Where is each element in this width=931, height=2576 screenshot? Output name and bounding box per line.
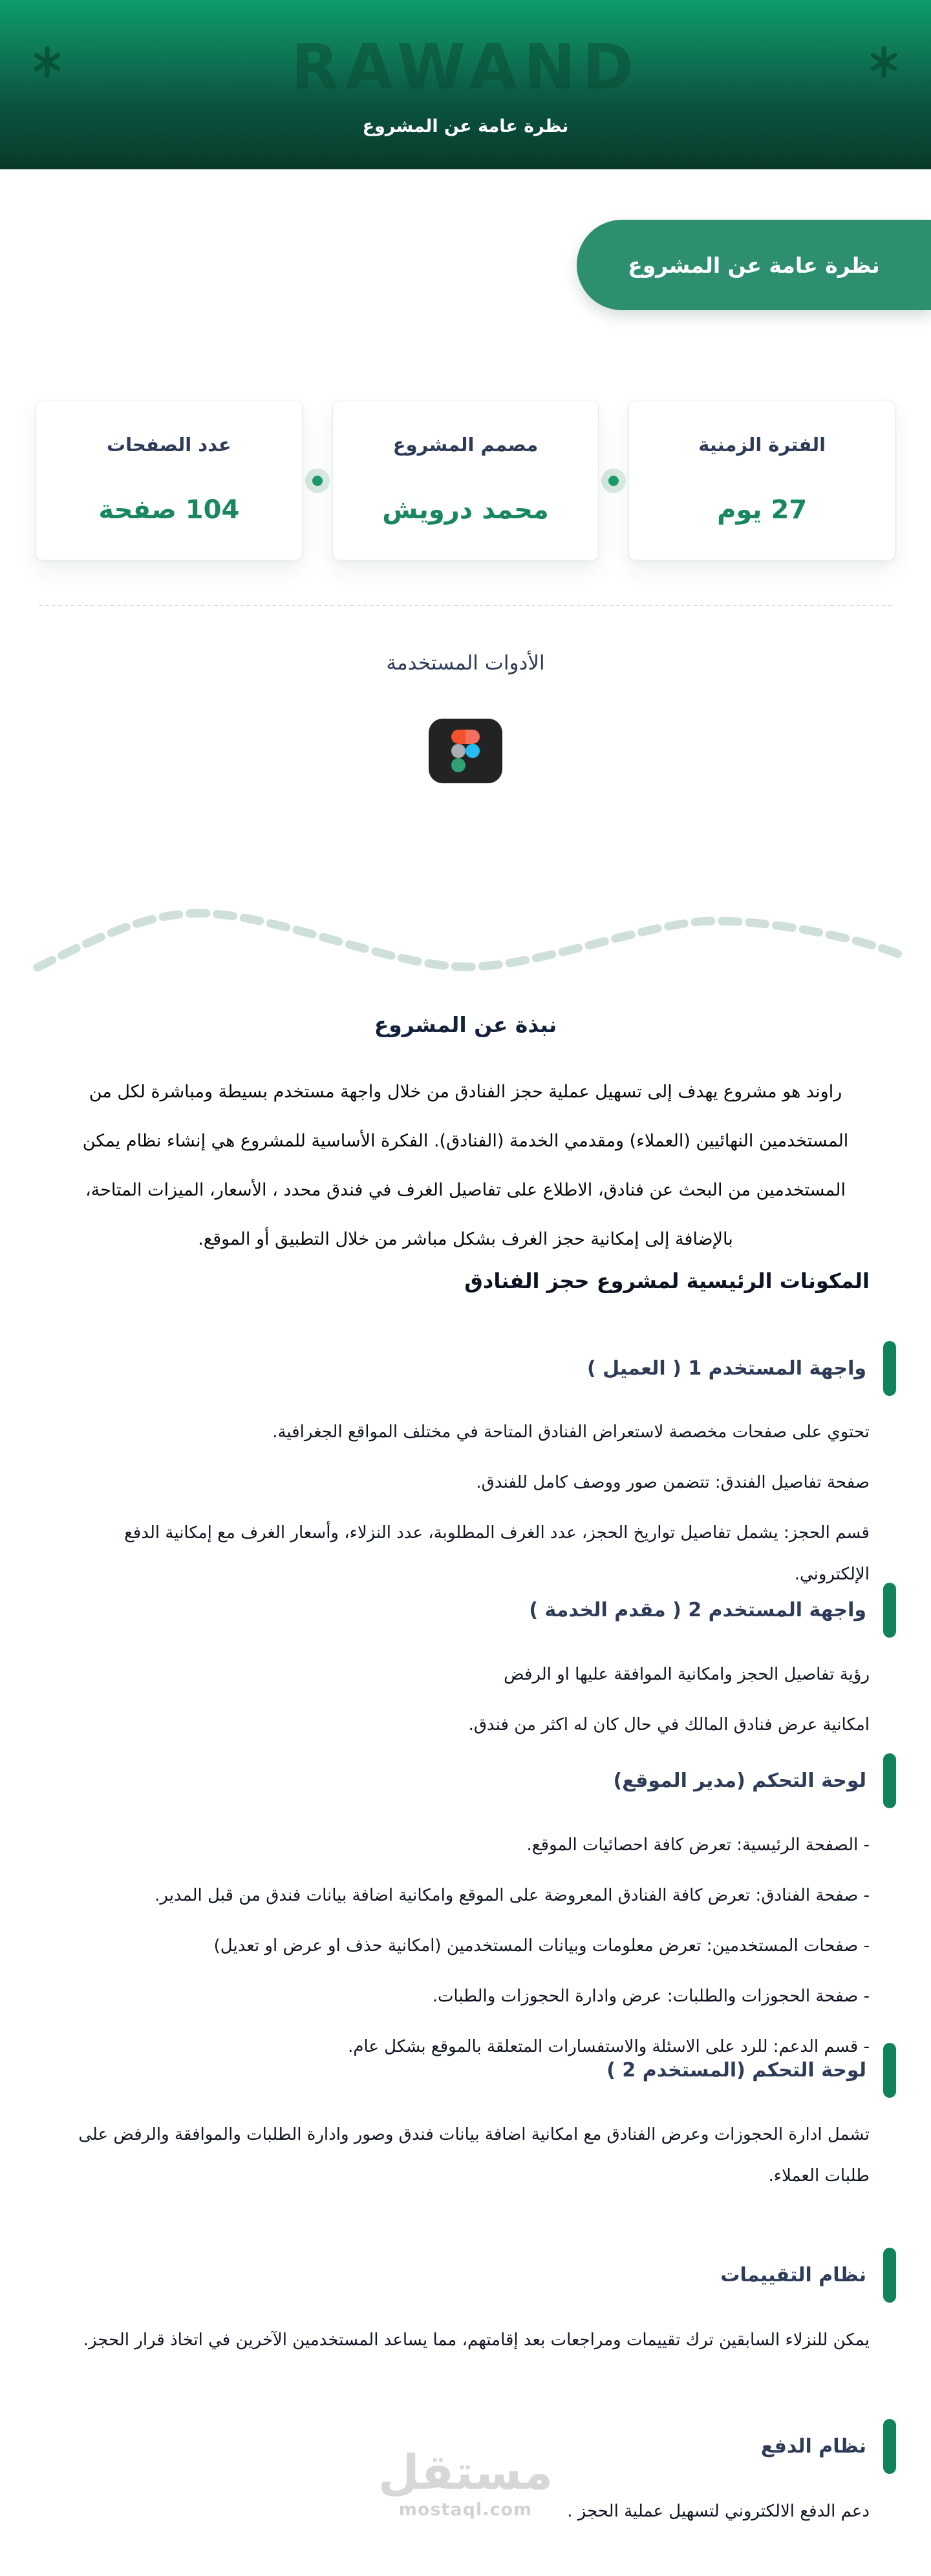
info-card-label: عدد الصفحات bbox=[106, 434, 231, 456]
brand-watermark: RAWAND bbox=[291, 31, 640, 103]
section-title: لوحة التحكم (مدير الموقع) bbox=[613, 1769, 866, 1792]
section-pill bbox=[577, 220, 931, 310]
wave-divider bbox=[0, 895, 931, 989]
header-title: نظرة عامة عن المشروع bbox=[362, 116, 569, 136]
about-text: راوند هو مشروع يهدف إلى تسهيل عملية حجز الفنادق من خلال واجهة مستخدم بسيطة ومباشرة لكل من المستخدمين النهائيين (العملاء) ومقدمي الخدمة (الفنادق). الفكرة الأساسية للمشروع هي إنشاء نظام يمكن المستخدمين من البحث عن فنادق، الاطلاع على تفاصيل الغرف في فندق محدد ، الأسعار، الميزات المتاحة، بالإضافة إلى إمكانية حجز الغرف بشكل مباشر من خلال التطبيق أو الموقع. bbox=[82, 1082, 849, 1250]
section-accent-bar bbox=[883, 1583, 896, 1638]
section-body-line: - الصفحة الرئيسية: تعرض كافة احصائيات الموقع. bbox=[526, 1835, 870, 1855]
section-accent-bar bbox=[883, 2043, 896, 2098]
section-body-line: صفحة تفاصيل الفندق: تتضمن صور ووصف كامل للفندق. bbox=[476, 1472, 870, 1492]
timeline-dot bbox=[599, 401, 628, 560]
about-title: نبذة عن المشروع bbox=[374, 1012, 557, 1037]
mostaql-site-text: mostaql.com bbox=[398, 2499, 533, 2520]
section-header bbox=[61, 1583, 896, 1638]
section-body bbox=[61, 1654, 870, 1755]
section-body-line: - صفحة الحجوزات والطلبات: عرض وادارة الحجوزات والطبات. bbox=[432, 1986, 870, 2006]
info-card-value: 104 صفحة bbox=[98, 495, 240, 525]
section-body-line: يمكن للنزلاء السابقين ترك تقييمات ومراجعات بعد إقامتهم، مما يساعد المستخدمين الآخرين في اتخاذ قرار الحجز. bbox=[83, 2330, 870, 2350]
section-body-line: قسم الحجز: يشمل تفاصيل تواريخ الحجز، عدد الغرف المطلوبة، عدد النزلاء، وأسعار الغرف مع إمكانية الدفع الإلكتروني. bbox=[124, 1523, 870, 1584]
info-card-label: الفترة الزمنية bbox=[698, 434, 826, 456]
section-title: لوحة التحكم (المستخدم 2 ) bbox=[606, 2059, 866, 2082]
section-body-line: امكانية عرض فنادق المالك في حال كان له اكثر من فندق. bbox=[468, 1715, 870, 1735]
timeline-dot bbox=[303, 401, 332, 560]
section-body-line: - صفحة الفنادق: تعرض كافة الفنادق المعروضة على الموقع وامكانية اضافة بيانات فندق من قبل المدير. bbox=[155, 1885, 870, 1905]
info-card-value: محمد درويش bbox=[382, 495, 549, 525]
hero-header bbox=[0, 0, 931, 169]
section-body-line: تشمل ادارة الحجوزات وعرض الفنادق مع امكانية اضافة بيانات فندق وصور وادارة الطلبات والموافقة والرفض على طلبات العملاء. bbox=[78, 2125, 870, 2186]
section-body-line: رؤية تفاصيل الحجز وامكانية الموافقة عليها او الرفض bbox=[504, 1665, 870, 1684]
section-body bbox=[61, 1825, 870, 2077]
section-title: واجهة المستخدم 2 ( مقدم الخدمة ) bbox=[529, 1599, 866, 1621]
section-pill-label: نظرة عامة عن المشروع bbox=[628, 252, 880, 278]
section-header bbox=[61, 2043, 896, 2098]
components-title: المكونات الرئيسية لمشروع حجز الفنادق bbox=[464, 1269, 870, 1293]
section-accent-bar bbox=[883, 1341, 896, 1396]
section-title: نظام الدفع bbox=[760, 2435, 866, 2458]
section-header bbox=[61, 1753, 896, 1808]
info-card-value: 27 يوم bbox=[717, 495, 808, 525]
section-body bbox=[61, 2115, 870, 2206]
section-body-line: - صفحات المستخدمين: تعرض معلومات وبيانات المستخدمين (امكانية حذف او عرض او تعديل) bbox=[213, 1936, 870, 1956]
info-card-label: مصمم المشروع bbox=[392, 434, 539, 456]
section-body-line: تحتوي على صفحات مخصصة لاستعراض الفنادق المتاحة في مختلف المواقع الجغرافية. bbox=[272, 1422, 870, 1442]
section-body-line: - قسم الدعم: للرد على الاسئلة والاستفسارات المتعلقة بالموقع بشكل عام. bbox=[348, 2036, 870, 2056]
section-body bbox=[61, 2320, 870, 2370]
info-card bbox=[628, 401, 895, 560]
mostaql-logo-text: مستقل bbox=[378, 2445, 553, 2500]
section-accent-bar bbox=[883, 1753, 896, 1808]
section-title: واجهة المستخدم 1 ( العميل ) bbox=[586, 1357, 866, 1380]
figma-icon bbox=[429, 719, 502, 783]
section-accent-bar bbox=[883, 2248, 896, 2303]
tools-title: الأدوات المستخدمة bbox=[386, 651, 545, 675]
section-body-line: دعم الدفع الالكتروني لتسهيل عملية الحجز . bbox=[567, 2502, 870, 2521]
divider-line bbox=[39, 605, 892, 606]
info-card bbox=[36, 401, 303, 560]
section-header bbox=[61, 1341, 896, 1396]
section-header bbox=[61, 2248, 896, 2303]
info-cards-row bbox=[36, 401, 895, 560]
info-card bbox=[332, 401, 599, 560]
section-title: نظام التقييمات bbox=[720, 2264, 866, 2286]
section-body bbox=[61, 1412, 870, 1605]
